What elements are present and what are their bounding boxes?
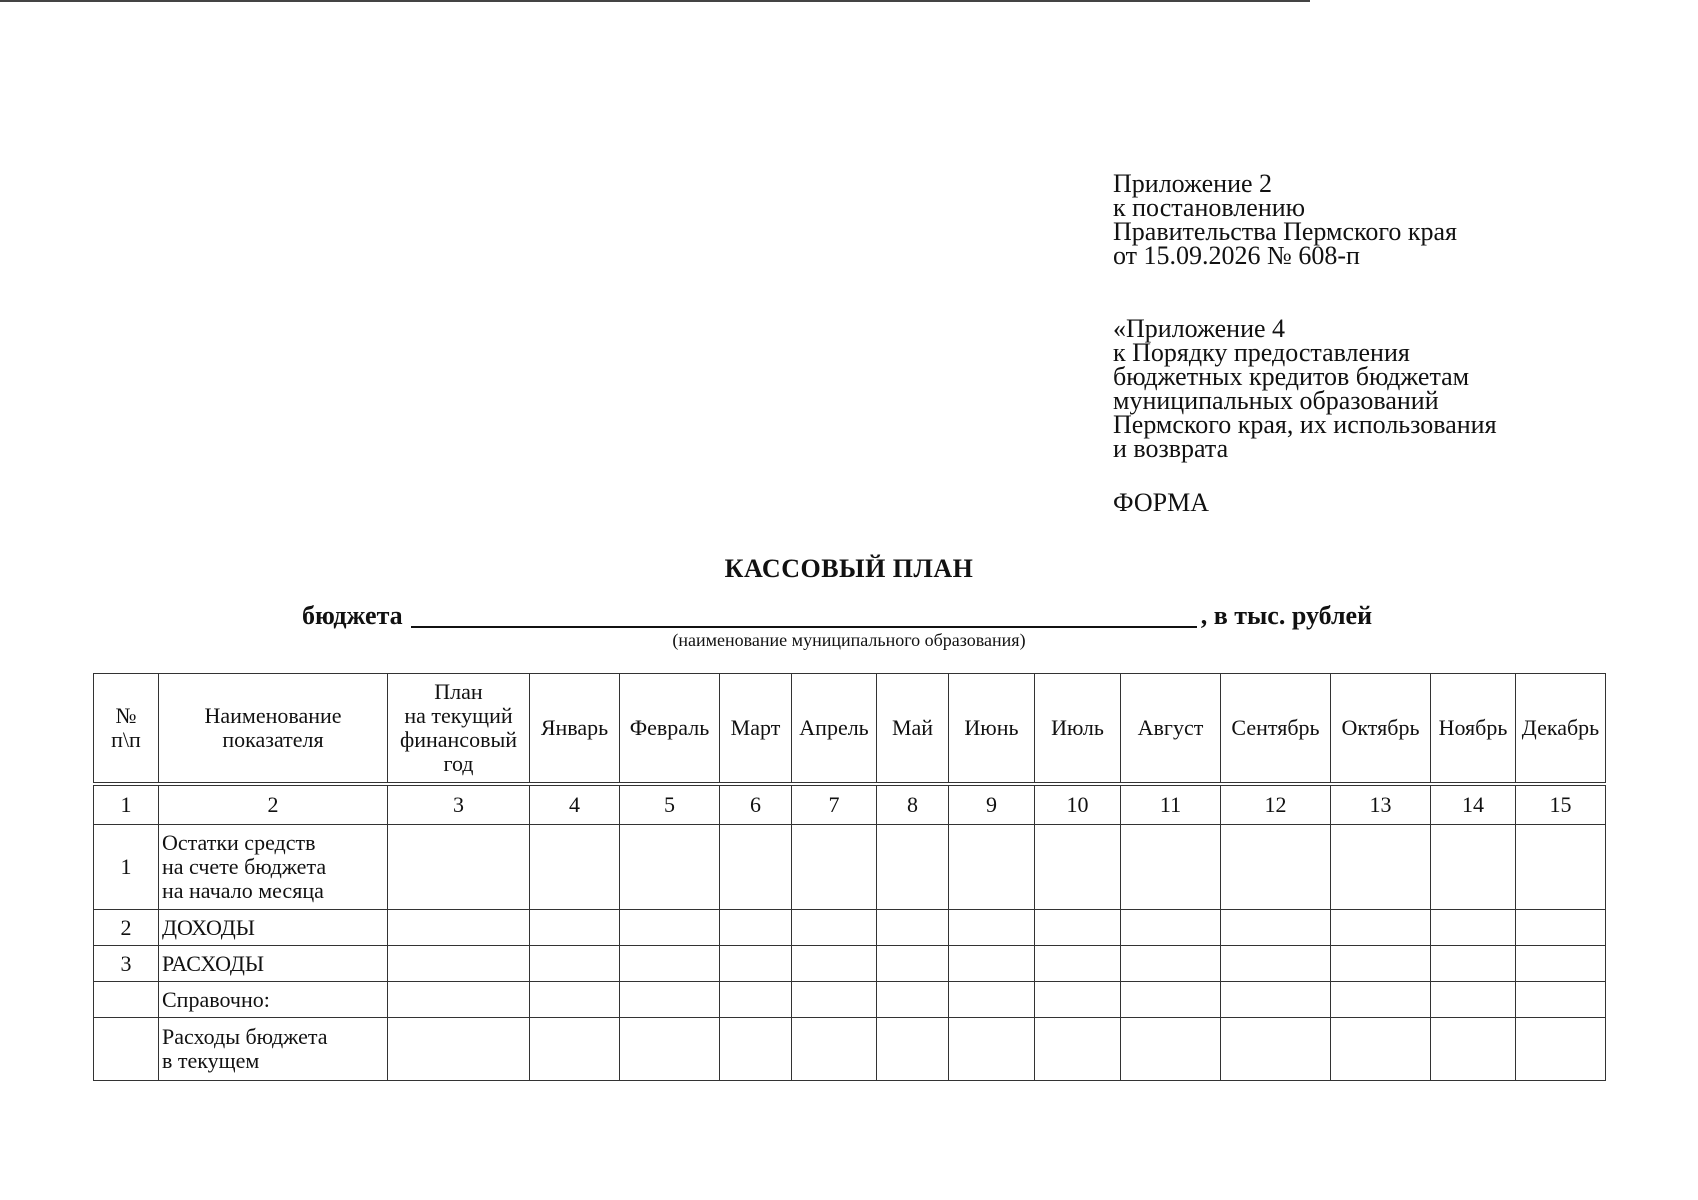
row-number: 1 [94, 825, 159, 910]
value-cell[interactable] [1035, 910, 1121, 946]
value-cell[interactable] [620, 910, 720, 946]
value-cell[interactable] [1035, 982, 1121, 1018]
column-number-cell: 12 [1221, 784, 1331, 825]
column-header: Февраль [620, 674, 720, 785]
column-header: Сентябрь [1221, 674, 1331, 785]
column-number-cell: 11 [1121, 784, 1221, 825]
column-header: Наименование показателя [159, 674, 388, 785]
value-cell[interactable] [388, 1018, 530, 1081]
column-number-row [94, 784, 1606, 825]
table-row [94, 982, 1606, 1018]
value-cell[interactable] [720, 1018, 792, 1081]
value-cell[interactable] [720, 910, 792, 946]
value-cell[interactable] [620, 1018, 720, 1081]
column-number-cell: 7 [792, 784, 877, 825]
row-indicator-name: Расходы бюджета в текущем [159, 1018, 388, 1081]
value-cell[interactable] [720, 982, 792, 1018]
column-number-cell: 3 [388, 784, 530, 825]
column-header: Май [877, 674, 949, 785]
column-header: Октябрь [1331, 674, 1431, 785]
table-row [94, 825, 1606, 910]
budget-line [302, 600, 1372, 631]
table-row [94, 1018, 1606, 1081]
value-cell[interactable] [620, 825, 720, 910]
row-indicator-name: ДОХОДЫ [159, 910, 388, 946]
column-number-cell: 10 [1035, 784, 1121, 825]
row-number [94, 1018, 159, 1081]
value-cell[interactable] [388, 982, 530, 1018]
column-number-cell: 13 [1331, 784, 1431, 825]
value-cell[interactable] [388, 825, 530, 910]
value-cell[interactable] [530, 825, 620, 910]
column-header: План на текущий финансовый год [388, 674, 530, 785]
column-header: Декабрь [1516, 674, 1606, 785]
form-label: ФОРМА [1113, 488, 1209, 517]
appendix-2-reference: Приложение 2 к постановлению Правительства Пермского края от 15.09.2026 № 608-п [1113, 169, 1457, 270]
column-number-cell: 9 [949, 784, 1035, 825]
value-cell[interactable] [877, 946, 949, 982]
row-indicator-name: Остатки средств на счете бюджета на начало месяца [159, 825, 388, 910]
appendix-4-reference: «Приложение 4 к Порядку предоставления бюджетных кредитов бюджетам муниципальных образований Пермского края, их использования и возврата [1113, 314, 1497, 463]
value-cell[interactable] [1035, 825, 1121, 910]
value-cell[interactable] [1431, 982, 1516, 1018]
value-cell[interactable] [530, 910, 620, 946]
column-number-cell: 4 [530, 784, 620, 825]
value-cell[interactable] [792, 946, 877, 982]
value-cell[interactable] [1431, 825, 1516, 910]
column-number-cell: 2 [159, 784, 388, 825]
budget-suffix: , в тыс. рублей [1200, 601, 1373, 630]
value-cell[interactable] [1431, 1018, 1516, 1081]
value-cell[interactable] [1121, 910, 1221, 946]
value-cell[interactable] [949, 982, 1035, 1018]
value-cell[interactable] [949, 910, 1035, 946]
value-cell[interactable] [1431, 910, 1516, 946]
value-cell[interactable] [1035, 946, 1121, 982]
value-cell[interactable] [1331, 946, 1431, 982]
value-cell[interactable] [620, 946, 720, 982]
value-cell[interactable] [388, 946, 530, 982]
value-cell[interactable] [877, 1018, 949, 1081]
value-cell[interactable] [949, 946, 1035, 982]
row-indicator-name: Справочно: [159, 982, 388, 1018]
value-cell[interactable] [792, 825, 877, 910]
column-number-cell: 6 [720, 784, 792, 825]
value-cell[interactable] [1331, 1018, 1431, 1081]
value-cell[interactable] [1331, 982, 1431, 1018]
column-number-cell: 5 [620, 784, 720, 825]
value-cell[interactable] [949, 1018, 1035, 1081]
value-cell[interactable] [1221, 825, 1331, 910]
value-cell[interactable] [388, 910, 530, 946]
column-number-cell: 1 [94, 784, 159, 825]
column-header: Июнь [949, 674, 1035, 785]
column-number-cell: 8 [877, 784, 949, 825]
value-cell[interactable] [1221, 982, 1331, 1018]
table-header-row [94, 674, 1606, 785]
column-number-cell: 14 [1431, 784, 1516, 825]
document-title: КАССОВЫЙ ПЛАН [724, 554, 974, 583]
value-cell[interactable] [1331, 825, 1431, 910]
column-header: Апрель [792, 674, 877, 785]
value-cell[interactable] [1221, 1018, 1331, 1081]
row-number: 2 [94, 910, 159, 946]
value-cell[interactable] [1121, 825, 1221, 910]
value-cell[interactable] [877, 910, 949, 946]
value-cell[interactable] [720, 825, 792, 910]
value-cell[interactable] [720, 946, 792, 982]
value-cell[interactable] [877, 825, 949, 910]
value-cell[interactable] [1221, 946, 1331, 982]
value-cell[interactable] [620, 982, 720, 1018]
table-row [94, 946, 1606, 982]
value-cell[interactable] [1121, 946, 1221, 982]
value-cell[interactable] [530, 982, 620, 1018]
value-cell[interactable] [949, 825, 1035, 910]
value-cell[interactable] [792, 982, 877, 1018]
top-scan-edge [0, 0, 1310, 2]
budget-prefix: бюджета [302, 601, 403, 630]
row-number [94, 982, 159, 1018]
table-row [94, 910, 1606, 946]
municipality-name-hint: (наименование муниципального образования) [672, 630, 1026, 650]
value-cell[interactable] [1516, 825, 1606, 910]
value-cell[interactable] [1121, 982, 1221, 1018]
cash-plan-table [93, 673, 1606, 1081]
value-cell[interactable] [1516, 982, 1606, 1018]
column-header: Июль [1035, 674, 1121, 785]
column-header: № п\п [94, 674, 159, 785]
value-cell[interactable] [1035, 1018, 1121, 1081]
value-cell[interactable] [1516, 946, 1606, 982]
value-cell[interactable] [1121, 1018, 1221, 1081]
value-cell[interactable] [530, 1018, 620, 1081]
value-cell[interactable] [1516, 1018, 1606, 1081]
value-cell[interactable] [1331, 910, 1431, 946]
column-header: Август [1121, 674, 1221, 785]
value-cell[interactable] [530, 946, 620, 982]
value-cell[interactable] [1516, 910, 1606, 946]
municipality-name-blank[interactable] [411, 600, 1197, 628]
value-cell[interactable] [1221, 910, 1331, 946]
value-cell[interactable] [792, 1018, 877, 1081]
value-cell[interactable] [1431, 946, 1516, 982]
row-number: 3 [94, 946, 159, 982]
value-cell[interactable] [877, 982, 949, 1018]
row-indicator-name: РАСХОДЫ [159, 946, 388, 982]
value-cell[interactable] [792, 910, 877, 946]
column-number-cell: 15 [1516, 784, 1606, 825]
column-header: Март [720, 674, 792, 785]
column-header: Ноябрь [1431, 674, 1516, 785]
column-header: Январь [530, 674, 620, 785]
